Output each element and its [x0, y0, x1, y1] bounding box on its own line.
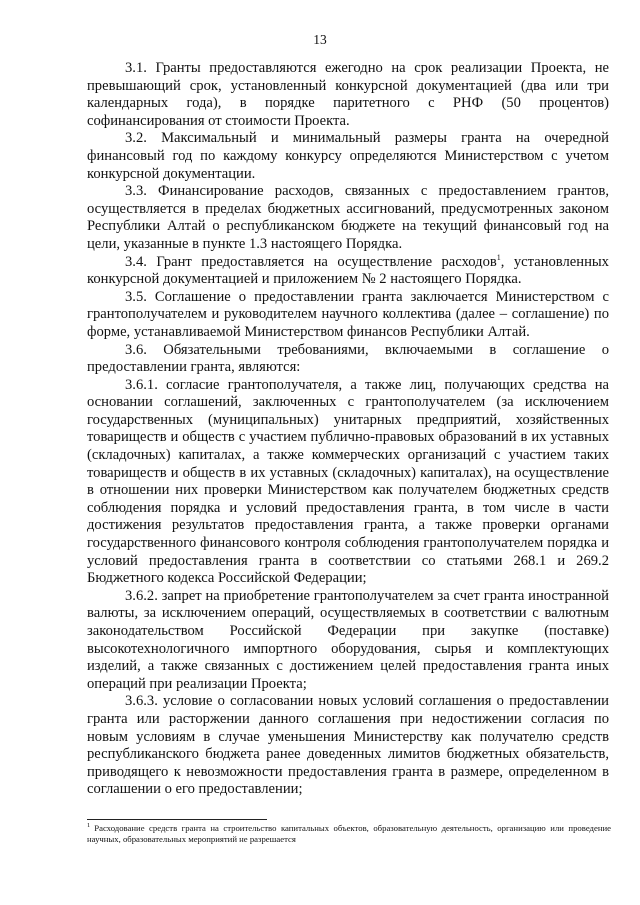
paragraph-3-4-text-before: 3.4. Грант предоставляется на осуществление расходов [125, 253, 497, 270]
footnote-separator [87, 819, 267, 820]
page-number: 13 [313, 32, 327, 47]
paragraph-3-5: 3.5. Соглашение о предоставлении гранта заключается Министерством с грантополучателем и руководителем научного коллектива (далее – соглашение) по форме, устанавливаемой Министерством финансов Республики Алтай. [87, 288, 609, 340]
footnote-text: Расходование средств гранта на строительство капитальных объектов, образовательную деятельность, организацию или проведение научных, образовательных мероприятий не разрешается [87, 823, 611, 844]
footnote-marker: 1 [87, 822, 91, 830]
paragraph-3-6-1: 3.6.1. согласие грантополучателя, а также лиц, получающих средства на основании соглашений, заключенных с грантополучателем (за исключением государственных (муниципальных) унитарных предприятий, хозяйственных товариществ и обществ с участием публично-правовых образований в их уставных (складочных) капиталах, а также коммерческих организаций с участием таких товариществ и обществ в их уставных (складочных) капиталах), на осуществление в отношении них проверки Министерством как получателем бюджетных средств соблюдения порядка и условий предоставления гранта, в том числе в части достижения результатов предоставления гранта, а также проверки органами государственного финансового контроля соблюдения грантополучателем порядка и условий предоставления гранта в соответствии со статьями 268.1 и 269.2 Бюджетного кодекса Российской Федерации; [87, 376, 609, 587]
paragraph-3-3: 3.3. Финансирование расходов, связанных с предоставлением грантов, осуществляется в пределах бюджетных ассигнований, предусмотренных законом Республики Алтай о республиканском бюджете на текущий финансовый год на цели, указанные в пункте 1.3 настоящего Порядка. [87, 183, 609, 252]
paragraph-3-4-text-after: , установленных конкурсной документацией и приложением № 2 настоящего Порядка. [87, 253, 609, 288]
paragraph-3-1: 3.1. Гранты предоставляются ежегодно на срок реализации Проекта, не превышающий срок, установленный конкурсной документацией (два или три календарных года), в порядке паритетного с РНФ (50 процентов) софинансирования от стоимости Проекта. [87, 60, 609, 129]
footnote-reference: 1 [496, 252, 501, 262]
paragraph-3-6-3: 3.6.3. условие о согласовании новых условий соглашения о предоставлении гранта или расторжении данного соглашения при недостижении согласия по новым условиям в случае уменьшения Министерству как получателю средств республиканского бюджета ранее доведенных лимитов бюджетных обязательств, приводящего к невозможности предоставления гранта в размере, определенном в соглашении о его предоставлении; [87, 693, 609, 798]
paragraph-3-6: 3.6. Обязательными требованиями, включаемыми в соглашение о предоставлении гранта, являются: [87, 341, 609, 376]
paragraph-3-6-2: 3.6.2. запрет на приобретение грантополучателем за счет гранта иностранной валюты, за исключением операций, осуществляемых в соответствии с валютным законодательством Российской Федерации при закупке (поставке) высокотехнологичного импортного оборудования, сырья и комплектующих изделий, а также связанных с достижением целей предоставления гранта иных операций при реализации Проекта; [87, 587, 609, 692]
paragraph-3-4 [87, 254, 609, 289]
footnote [87, 823, 611, 845]
paragraph-3-2: 3.2. Максимальный и минимальный размеры гранта на очередной финансовый год по каждому конкурсу определяются Министерством с учетом конкурсной документации. [87, 130, 609, 182]
document-body [87, 60, 609, 799]
